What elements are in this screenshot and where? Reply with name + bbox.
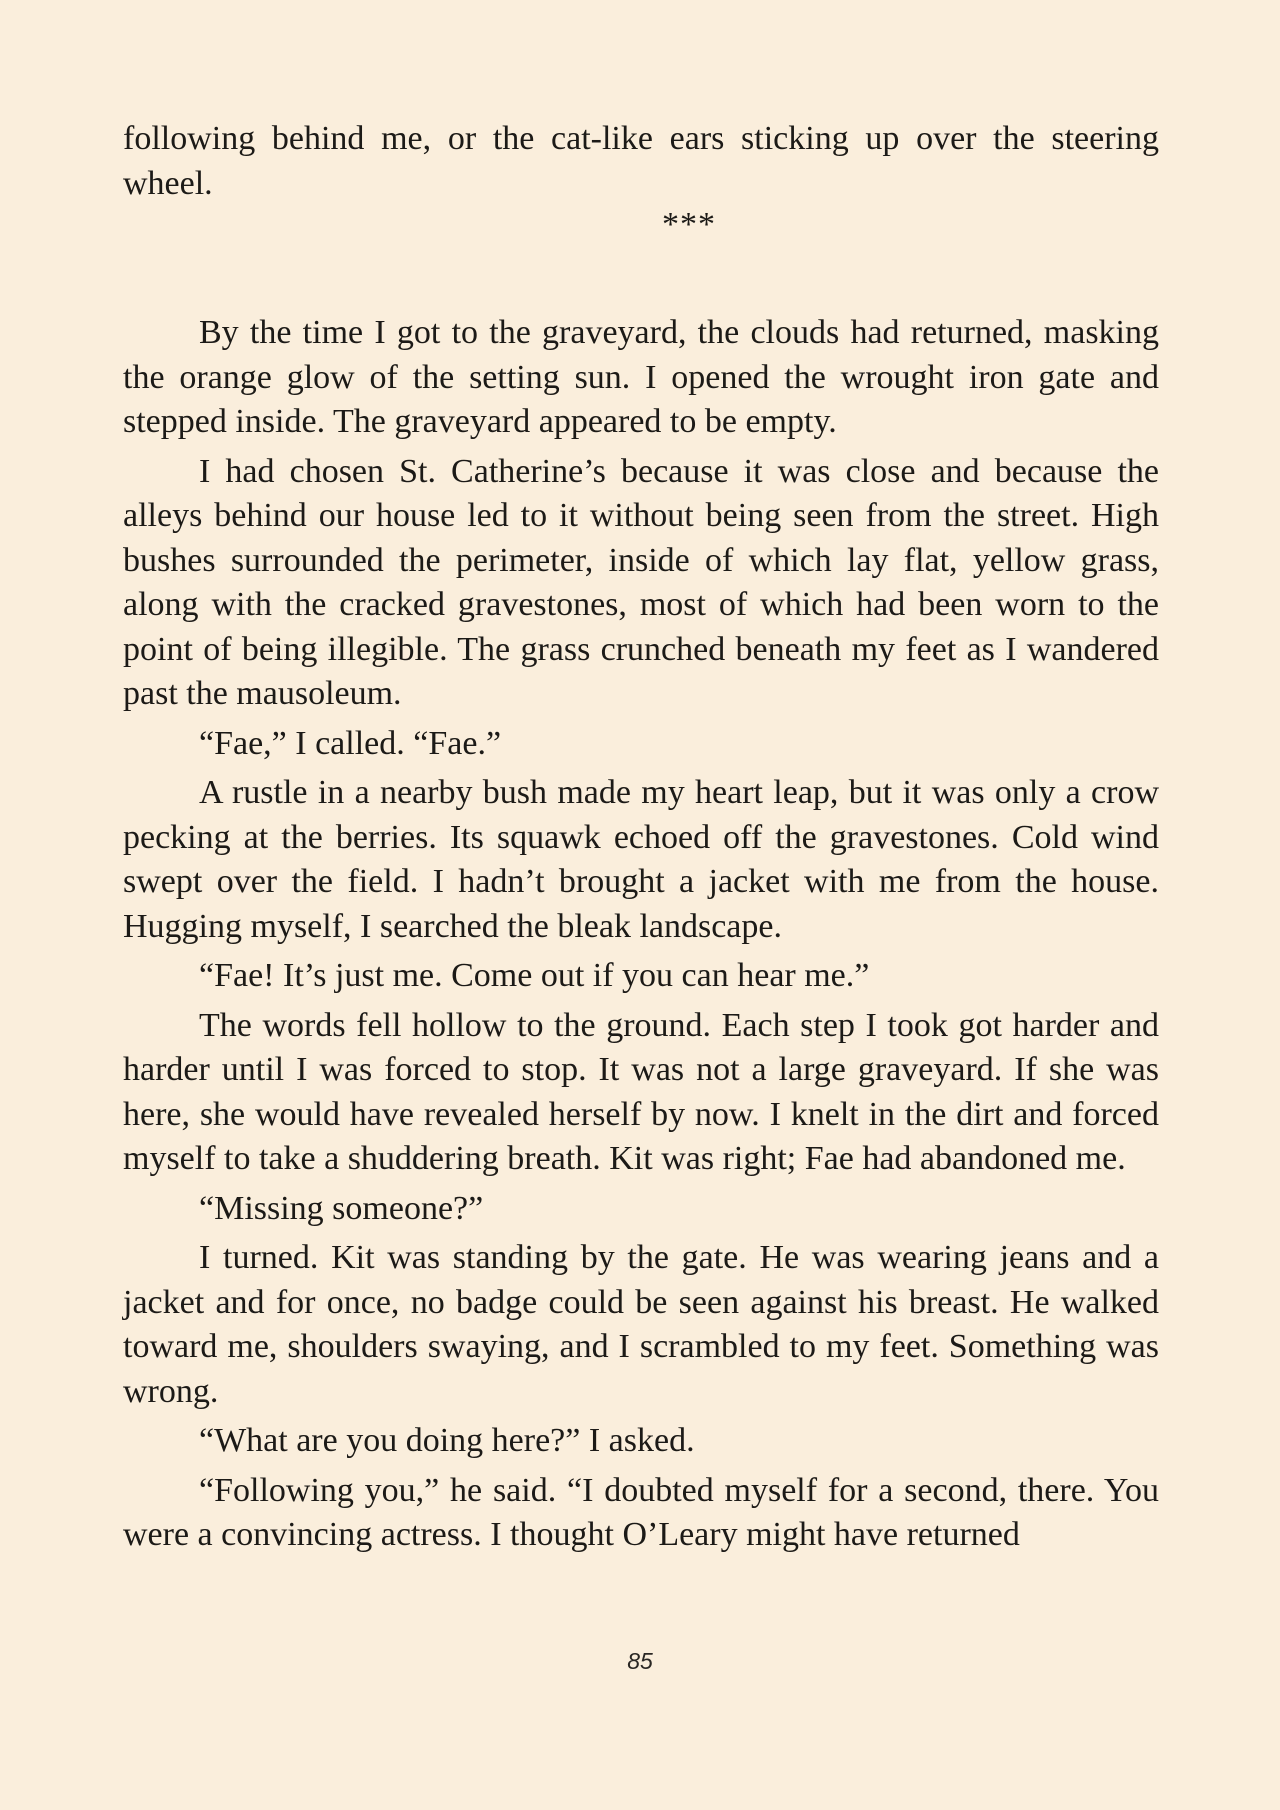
page-number: 85 [627,1648,653,1674]
page-body [123,117,1159,1563]
paragraph: “Fae! It’s just me. Come out if you can hear me.” [199,957,870,994]
paragraph: “What are you doing here?” I asked. [199,1422,695,1459]
paragraph: “Fae,” I called. “Fae.” [199,724,502,762]
scene-break: *** [662,206,716,243]
paragraph: I turned. Kit was standing by the gate. He was wearing jeans and a jacket and for once, no badge could be seen against his breast. He walked toward me, shoulders swaying, and I scrambled to my feet. Something was wrong. [123,1239,1159,1410]
paragraph: “Missing someone?” [199,1189,484,1227]
paragraph: “Following you,” he said. “I doubted myself for a second, there. You were a convincing actress. I thought O’Leary might have returned [123,1471,1159,1553]
continuation-paragraph: following behind me, or the cat-like ears sticking up over the steering wheel. [123,120,1159,202]
paragraph: The words fell hollow to the ground. Each step I took got harder and harder until I was forced to stop. It was not a large graveyard. If she was here, she would have revealed herself by now. I knelt in the dirt and forced myself to take a shuddering breath. Kit was right; Fae had abandoned me. [123,1006,1159,1177]
paragraph: A rustle in a nearby bush made my heart leap, but it was only a crow pecking at the berries. Its squawk echoed off the gravestones. Cold wind swept over the field. I hadn’t brought a jacket with me from the house. Hugging myself, I searched the bleak landscape. [123,774,1159,945]
paragraph: I had chosen St. Catherine’s because it was close and because the alleys behind our house led to it without being seen from the street. High bushes surrounded the perimeter, inside of which lay flat, yellow grass, along with the cracked gravestones, most of which had been worn to the point of being illegible. The grass crunched beneath my feet as I wandered past the mausoleum. [123,452,1159,712]
paragraph: By the time I got to the graveyard, the clouds had returned, masking the orange glow of the setting sun. I opened the wrought iron gate and stepped inside. The graveyard appeared to be empty. [123,314,1159,440]
